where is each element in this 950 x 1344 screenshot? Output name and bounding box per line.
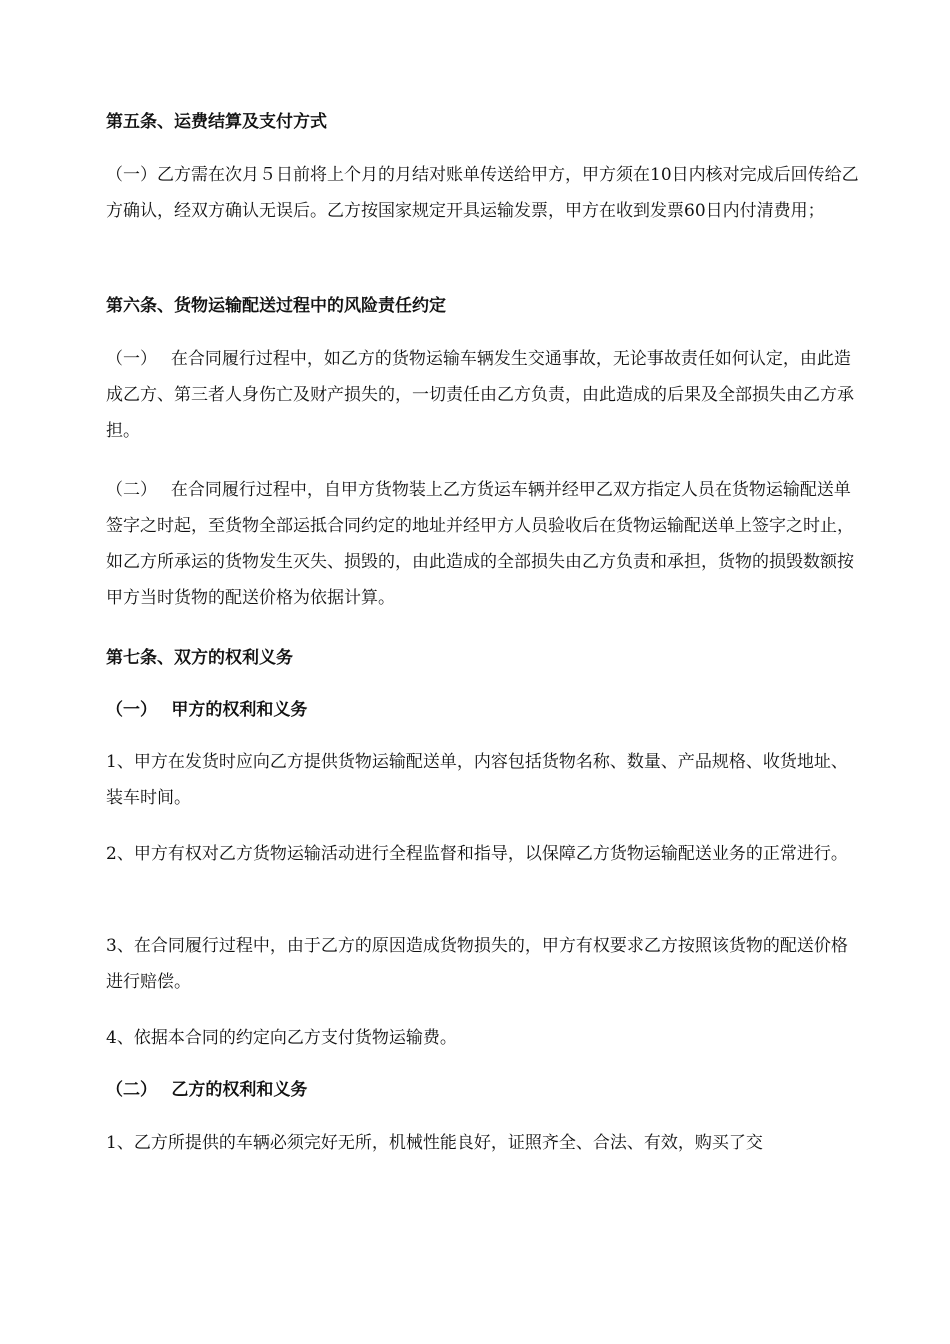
- article-7-heading: 第七条、双方的权利义务: [106, 648, 293, 668]
- article-7-subheading-1: （一） 甲方的权利和义务: [106, 700, 308, 720]
- article-6-paragraph-2: （二） 在合同履行过程中，自甲方货物装上乙方货运车辆并经甲乙双方指定人员在货物运输配送单签字之时起，至货物全部运抵合同约定的地址并经甲方人员验收后在货物运输配送单上签字之时止，如乙方所承运的货物发生灭失、损毁的，由此造成的全部损失由乙方负责和承担，货物的损毁数额按甲方当时货物的配送价格为依据计算。: [106, 480, 854, 608]
- article-7-s1-item-2: 2、甲方有权对乙方货物运输活动进行全程监督和指导，以保障乙方货物运输配送业务的正常进行。: [106, 844, 848, 864]
- article-5-paragraph-1: （一）乙方需在次月５日前将上个月的月结对账单传送给甲方，甲方须在10日内核对完成后回传给乙方确认，经双方确认无误后。乙方按国家规定开具运输发票，甲方在收到发票60日内付清费用；: [106, 165, 859, 221]
- article-7-s1-item-4: 4、依据本合同的约定向乙方支付货物运输费。: [106, 1028, 457, 1048]
- article-5-heading: 第五条、运费结算及支付方式: [106, 112, 327, 132]
- article-6-paragraph-1: （一） 在合同履行过程中，如乙方的货物运输车辆发生交通事故，无论事故责任如何认定，由此造成乙方、第三者人身伤亡及财产损失的，一切责任由乙方负责，由此造成的后果及全部损失由乙方承担。: [106, 349, 854, 441]
- article-7-s1-item-1: 1、甲方在发货时应向乙方提供货物运输配送单，内容包括货物名称、数量、产品规格、收货地址、装车时间。: [106, 752, 848, 808]
- article-7-s1-item-3: 3、在合同履行过程中，由于乙方的原因造成货物损失的，甲方有权要求乙方按照该货物的配送价格进行赔偿。: [106, 936, 848, 992]
- article-7-subheading-2: （二） 乙方的权利和义务: [106, 1080, 308, 1100]
- article-6-heading: 第六条、货物运输配送过程中的风险责任约定: [106, 296, 446, 316]
- article-7-s2-item-1: 1、乙方所提供的车辆必须完好无所，机械性能良好，证照齐全、合法、有效，购买了交: [106, 1133, 763, 1153]
